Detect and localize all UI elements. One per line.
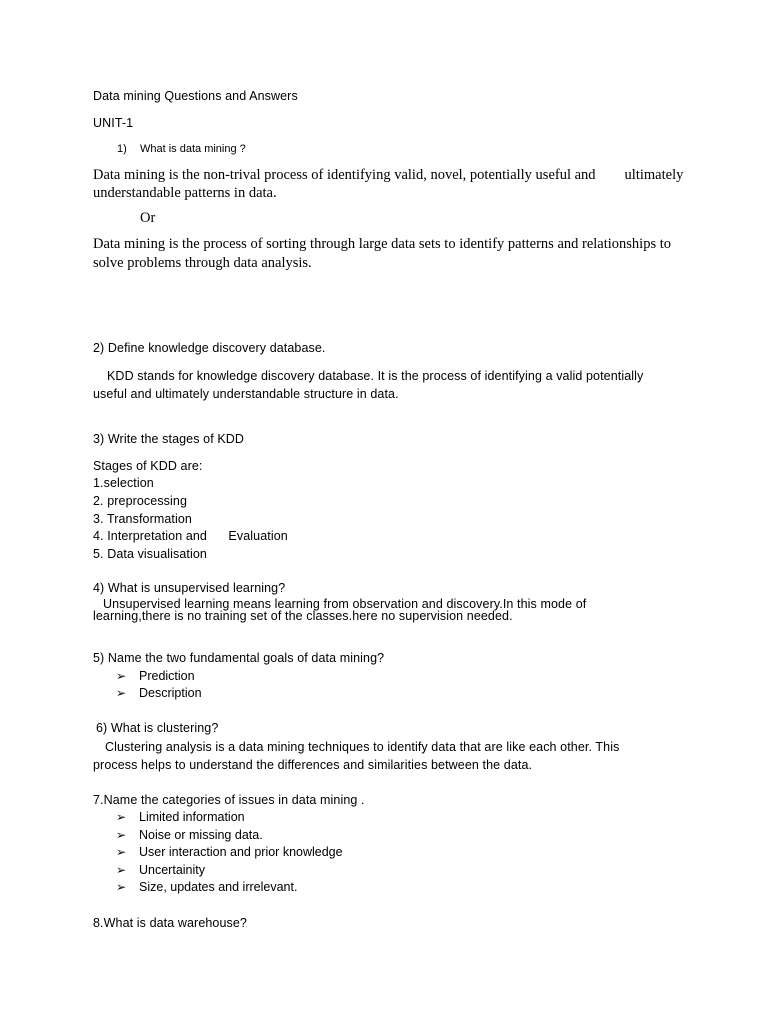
q6-question: 6) What is clustering?	[96, 721, 219, 735]
q4-answer-line2: learning,there is no training set of the classes.here no supervision needed.	[93, 609, 513, 623]
q1-answer1-line2: understandable patterns in data.	[93, 185, 277, 201]
q3-stage-4: 4. Interpretation and Evaluation	[93, 529, 288, 543]
arrowhead-bullet-icon: ➢	[116, 828, 127, 842]
q8-question: 8.What is data warehouse?	[93, 916, 247, 930]
arrowhead-bullet-icon: ➢	[116, 669, 127, 683]
q1-answer2-line2: solve problems through data analysis.	[93, 255, 312, 271]
q3-intro: Stages of KDD are:	[93, 459, 203, 473]
q1-or: Or	[140, 210, 156, 226]
q1-answer2-line1: Data mining is the process of sorting through large data sets to identify patterns and relationships to	[93, 236, 672, 252]
q7-question: 7.Name the categories of issues in data mining .	[93, 793, 365, 807]
unit-heading: UNIT-1	[93, 116, 134, 130]
q4-answer-line1: Unsupervised learning means learning from observation and discovery.In this mode of	[103, 597, 587, 611]
arrowhead-bullet-icon: ➢	[116, 686, 127, 700]
q2-answer-line2: useful and ultimately understandable structure in data.	[93, 387, 399, 401]
arrowhead-bullet-icon: ➢	[116, 810, 127, 824]
q5-question: 5) Name the two fundamental goals of data mining?	[93, 651, 385, 665]
arrowhead-bullet-icon: ➢	[116, 845, 127, 859]
q5-item-2: Description	[139, 686, 202, 700]
q3-stage-2: 2. preprocessing	[93, 494, 188, 508]
arrowhead-bullet-icon: ➢	[116, 863, 127, 877]
q7-item-2: Noise or missing data.	[139, 828, 263, 842]
q3-stage-3: 3. Transformation	[93, 512, 192, 526]
q3-stage-5: 5. Data visualisation	[93, 547, 207, 561]
q7-item-1: Limited information	[139, 810, 245, 824]
q7-item-3: User interaction and prior knowledge	[139, 845, 343, 859]
q7-item-5: Size, updates and irrelevant.	[139, 880, 298, 894]
q5-item-1: Prediction	[139, 669, 195, 683]
q3-question: 3) Write the stages of KDD	[93, 432, 245, 446]
q1-answer1-line1: Data mining is the non-trival process of identifying valid, novel, potentially useful and ultimately	[93, 167, 684, 183]
q3-stage-1: 1.selection	[93, 476, 154, 490]
arrowhead-bullet-icon: ➢	[116, 880, 127, 894]
q2-answer-line1: KDD stands for knowledge discovery database. It is the process of identifying a valid potentially	[107, 369, 644, 383]
q1-number: 1)	[117, 143, 127, 155]
q4-question: 4) What is unsupervised learning?	[93, 581, 286, 595]
q2-question: 2) Define knowledge discovery database.	[93, 341, 326, 355]
document-title: Data mining Questions and Answers	[93, 89, 298, 103]
q6-answer-line2: process helps to understand the differences and similarities between the data.	[93, 758, 533, 772]
q6-answer-line1: Clustering analysis is a data mining techniques to identify data that are like each other. This	[105, 740, 620, 754]
q1-question: What is data mining ?	[140, 143, 246, 155]
q7-item-4: Uncertainity	[139, 863, 205, 877]
